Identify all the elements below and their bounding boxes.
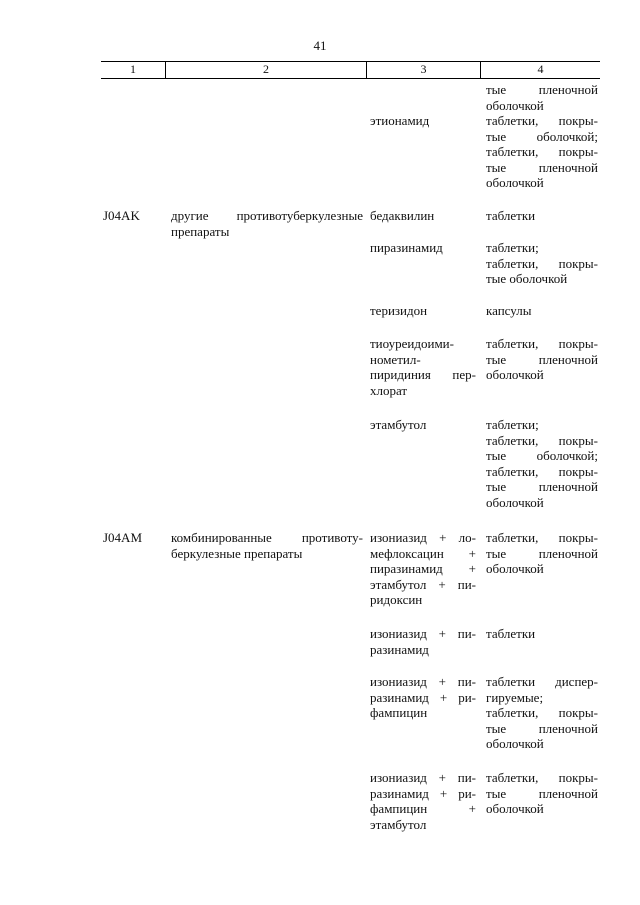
- substance-name-line: этамбутол + пи-: [370, 576, 476, 592]
- substance-name-line: изониазид + пи-: [370, 674, 476, 689]
- dosage-form-line: капсулы: [486, 303, 532, 318]
- dosage-form-line: таблетки;: [486, 240, 539, 255]
- group-name-line: беркулезные препараты: [171, 545, 303, 561]
- substance-name-line: пиридиния пер-: [370, 367, 476, 382]
- dosage-form: [486, 240, 598, 287]
- group-name: [171, 530, 363, 561]
- substance-name-line: разинамид + ри-: [370, 785, 476, 801]
- substance-name-line: разинамид + ри-: [370, 689, 476, 705]
- substance-name-line: хлорат: [370, 382, 408, 398]
- dosage-form-line: таблетки, покры-: [486, 770, 598, 785]
- dosage-form: [486, 208, 598, 224]
- substance-name-line: пиразинамид: [370, 240, 443, 255]
- substance-name: [370, 336, 476, 398]
- header-col-4: 4: [480, 62, 600, 78]
- dosage-form: [486, 530, 598, 577]
- dosage-form-line: таблетки: [486, 208, 536, 223]
- dosage-form: [486, 113, 598, 191]
- substance-name-line: мефлоксацин +: [370, 545, 476, 561]
- dosage-form-line: тые пленочной: [486, 785, 598, 801]
- substance-name: [370, 240, 476, 256]
- substance-name: [370, 303, 476, 319]
- dosage-form: [486, 674, 598, 752]
- dosage-form-line: оболочкой: [486, 561, 544, 576]
- dosage-form: [486, 82, 598, 113]
- substance-name: [370, 208, 476, 224]
- dosage-form: [486, 336, 598, 383]
- substance-name-line: разинамид: [370, 641, 429, 657]
- substance-name: [370, 626, 476, 657]
- group-name: [171, 208, 363, 239]
- header-col-3: 3: [366, 62, 480, 78]
- substance-name-line: этамбутол: [370, 816, 427, 832]
- dosage-form-line: таблетки, покры-: [486, 144, 598, 159]
- substance-name-line: нометил-: [370, 351, 421, 367]
- page-number: 41: [313, 38, 327, 53]
- header-col-1: 1: [130, 62, 136, 76]
- substance-name: [370, 674, 476, 721]
- dosage-form: [486, 770, 598, 817]
- header-col-2: 2: [165, 62, 366, 78]
- dosage-form-line: таблетки, покры-: [486, 336, 598, 351]
- table-header: [101, 61, 600, 79]
- substance-name-line: тиоуреидоими-: [370, 336, 454, 351]
- dosage-form-line: таблетки, покры-: [486, 255, 598, 271]
- substance-name: [370, 770, 476, 832]
- substance-name: [370, 530, 476, 608]
- substance-name-line: этамбутол: [370, 417, 427, 432]
- substance-name-line: теризидон: [370, 303, 428, 318]
- dosage-form-line: тые оболочкой;: [486, 448, 598, 463]
- substance-name: [370, 417, 476, 433]
- atc-code: J04AM: [103, 530, 143, 545]
- dosage-form-line: тые пленочной: [486, 479, 598, 494]
- group-name-line: другие противотуберкулезные: [171, 208, 363, 223]
- substance-name-line: ридоксин: [370, 592, 423, 607]
- dosage-form-line: гируемые;: [486, 689, 544, 705]
- substance-name: [370, 113, 476, 129]
- dosage-form-line: оболочкой: [486, 367, 544, 382]
- group-name-line: препараты: [171, 223, 230, 239]
- dosage-form-line: таблетки, покры-: [486, 705, 598, 720]
- dosage-form-line: оболочкой: [486, 175, 544, 190]
- substance-name-line: фампицин +: [370, 801, 476, 816]
- substance-name-line: фампицин: [370, 705, 428, 720]
- dosage-form-line: таблетки: [486, 626, 536, 641]
- substance-name-line: этионамид: [370, 113, 430, 128]
- atc-code: J04AK: [103, 208, 140, 223]
- substance-name-line: изониазид + пи-: [370, 770, 476, 785]
- dosage-form-line: оболочкой: [486, 801, 544, 816]
- dosage-form-line: таблетки, покры-: [486, 463, 598, 479]
- dosage-form-line: тые пленочной: [486, 545, 598, 561]
- dosage-form: [486, 626, 598, 642]
- dosage-form-line: тые пленочной: [486, 351, 598, 367]
- dosage-form-line: тые пленочной: [486, 82, 598, 97]
- dosage-form-line: тые оболочкой;: [486, 128, 598, 144]
- dosage-form-line: таблетки, покры-: [486, 432, 598, 448]
- dosage-form-line: таблетки, покры-: [486, 530, 598, 545]
- dosage-form-line: оболочкой: [486, 97, 544, 113]
- substance-name-line: изониазид + пи-: [370, 626, 476, 641]
- substance-name-line: бедаквилин: [370, 208, 435, 223]
- dosage-form: [486, 303, 598, 319]
- dosage-form-line: тые пленочной: [486, 720, 598, 736]
- substance-name-line: пиразинамид +: [370, 561, 476, 576]
- dosage-form-line: таблетки диспер-: [486, 674, 598, 689]
- dosage-form: [486, 417, 598, 510]
- substance-name-line: изониазид + ло-: [370, 530, 476, 545]
- dosage-form-line: оболочкой: [486, 736, 544, 751]
- dosage-form-line: тые пленочной: [486, 159, 598, 175]
- dosage-form-line: тые оболочкой: [486, 271, 568, 286]
- dosage-form-line: таблетки;: [486, 417, 539, 432]
- dosage-form-line: оболочкой: [486, 494, 544, 510]
- group-name-line: комбинированные противоту-: [171, 530, 363, 545]
- dosage-form-line: таблетки, покры-: [486, 113, 598, 128]
